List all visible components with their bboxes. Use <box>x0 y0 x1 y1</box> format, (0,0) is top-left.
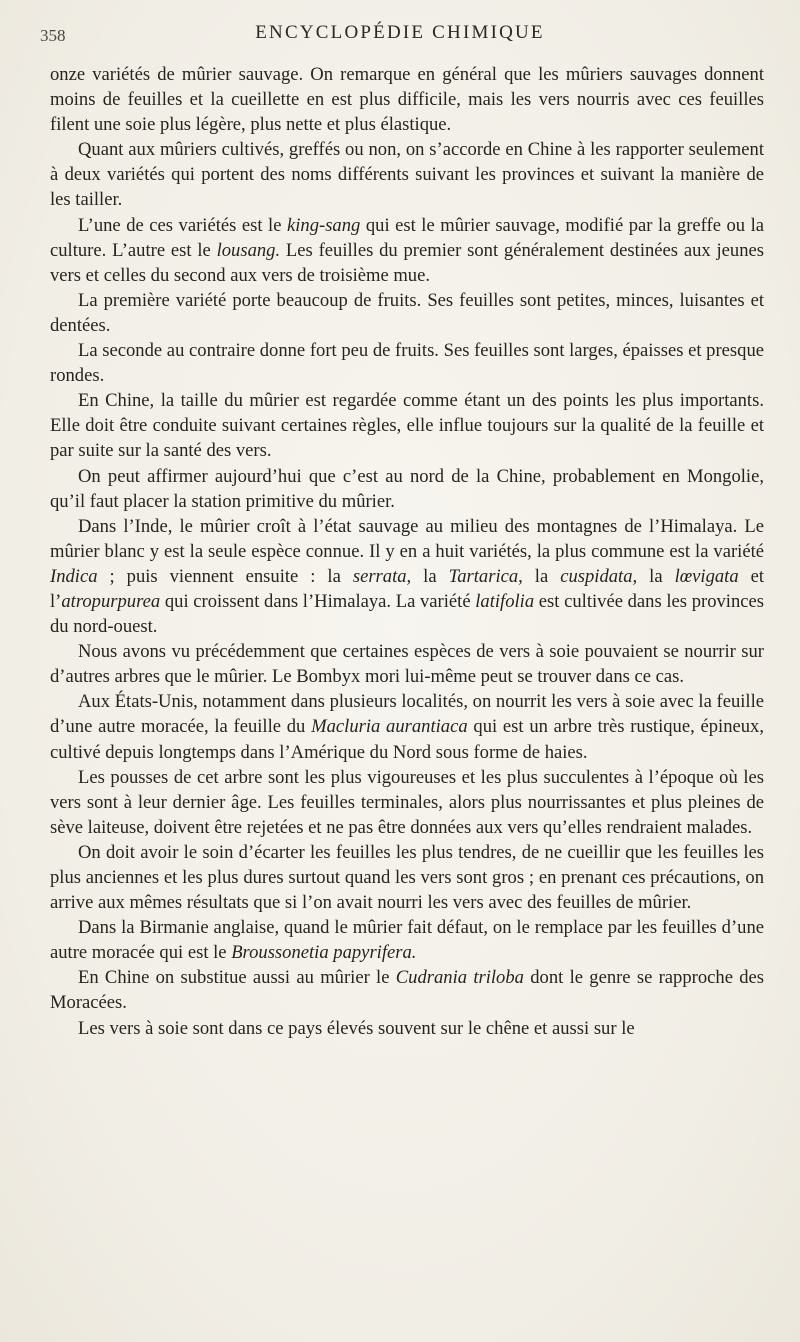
paragraph <box>50 1016 764 1041</box>
italic-term: latifolia <box>475 590 535 612</box>
text-run: La seconde au contraire donne fort peu de fruits. Ses feuilles sont larges, épaisses et presque rondes. <box>50 340 764 387</box>
text-run: Aux États-Unis, notamment dans plusieurs localités, on nourrit les vers à soie avec la feuille d’une autre moracée, la feuille du <box>50 691 764 738</box>
text-run: dont le genre se rapproche des Moracées. <box>50 967 765 1014</box>
text-run: onze variétés de mûrier sauvage. On remarque en général que les mûriers sauvages donnent moins de feuilles et la cueillette en est plus difficile, mais les vers nourris avec ces feuilles filent une soie plus légère, plus nette et plus élastique. <box>50 64 764 136</box>
text-run: On peut affirmer aujourd’hui que c’est au nord de la Chine, probablement en Mongolie, qu’il faut placer la station primitive du mûrier. <box>50 465 764 512</box>
text-run: L’une de ces variétés est le <box>78 214 287 236</box>
text-run: Les pousses de cet arbre sont les plus vigoureuses et les plus succulentes à l’époque où les vers sont à leur dernier âge. Les feuilles terminales, alors plus nourrissantes et plus pleines de sève laiteuse, doivent être rejetées et ne pas être données aux vers qu’elles rendraient malades. <box>50 766 764 838</box>
italic-term: Broussonetia papyrifera. <box>231 942 417 964</box>
italic-term: lœvigata <box>674 565 739 587</box>
paragraph <box>50 840 764 915</box>
text-run: Les feuilles du premier sont généralement destinées aux jeunes vers et celles du second aux vers de troisième mue. <box>50 239 764 286</box>
page-number: 358 <box>40 26 66 45</box>
text-run: qui croissent dans l’Himalaya. La variété <box>160 590 476 612</box>
text-run: La première variété porte beaucoup de fruits. Ses feuilles sont petites, minces, luisantes et dentées. <box>50 289 764 336</box>
paragraph <box>50 288 764 338</box>
paragraph <box>50 388 764 463</box>
paragraph <box>50 514 764 639</box>
text-run: qui est le mûrier sauvage, modifié par la greffe ou la culture. L’autre est le <box>50 214 765 261</box>
paragraph <box>50 639 764 689</box>
text-run: Les vers à soie sont dans ce pays élevés souvent sur le chêne et aussi sur le <box>78 1017 635 1039</box>
italic-term: king-sang <box>286 214 361 236</box>
paragraph <box>50 137 764 212</box>
text-run: ; puis viennent ensuite : la <box>97 565 353 587</box>
paragraph <box>50 338 764 388</box>
text-run: la <box>637 565 675 587</box>
italic-term: Tartarica, <box>448 565 523 587</box>
text-run: Dans l’Inde, le mûrier croît à l’état sauvage au milieu des montagnes de l’Himalaya. Le mûrier blanc y est la seule espèce connue. Il y en a huit variétés, la plus commune est la variété <box>50 515 764 562</box>
paragraph <box>50 213 764 288</box>
italic-term: Indica <box>50 565 98 587</box>
text-run: Quant aux mûriers cultivés, greffés ou non, on s’accorde en Chine à les rapporter seulement à deux variétés qui portent des noms différents suivant les provinces et suivant la manière de les tailler. <box>50 139 764 211</box>
text-run: la <box>411 565 449 587</box>
text-run: Dans la Birmanie anglaise, quand le mûrier fait défaut, on le remplace par les feuilles d’une autre moracée qui est le <box>50 917 764 964</box>
text-run: la <box>522 565 561 587</box>
paragraph <box>50 965 764 1015</box>
text-run: qui est un arbre très rustique, épineux, cultivé depuis longtemps dans l’Amérique du Nord sous forme de haies. <box>50 716 765 763</box>
text-run: En Chine on substitue aussi au mûrier le <box>78 967 396 989</box>
paragraph <box>50 464 764 514</box>
paragraph <box>50 765 764 840</box>
paragraph <box>50 915 764 965</box>
page-header <box>0 22 800 52</box>
text-run: est cultivée dans les provinces du nord-ouest. <box>50 590 764 638</box>
italic-term: lousang. <box>216 239 281 261</box>
running-title: ENCYCLOPÉDIE CHIMIQUE <box>255 22 545 43</box>
text-run: On doit avoir le soin d’écarter les feuilles les plus tendres, de ne cueillir que les feuilles les plus anciennes et les plus dures surtout quand les vers sont gros ; en prenant ces précautions, on arrive aux mêmes résultats que si l’on avait nourri les vers avec des feuilles de mûrier. <box>50 841 764 914</box>
italic-term: atropurpurea <box>61 590 161 612</box>
text-run: En Chine, la taille du mûrier est regardée comme étant un des points les plus importants. Elle doit être conduite suivant certaines règles, elle influe toujours sur la qualité de la feuille et par suite sur la santé des vers. <box>50 390 764 462</box>
italic-term: Macluria aurantiaca <box>311 716 468 738</box>
body-text <box>50 62 764 1041</box>
paragraph <box>50 62 764 137</box>
text-run: Nous avons vu précédemment que certaines espèces de vers à soie pouvaient se nourrir sur d’autres arbres que le mûrier. Le Bombyx mori lui-même peut se trouver dans ce cas. <box>50 641 764 688</box>
italic-term: Cudrania triloba <box>395 967 524 989</box>
paragraph <box>50 689 764 764</box>
italic-term: serrata, <box>352 565 412 587</box>
text-run: et l’ <box>50 565 765 612</box>
italic-term: cuspidata, <box>560 565 638 587</box>
